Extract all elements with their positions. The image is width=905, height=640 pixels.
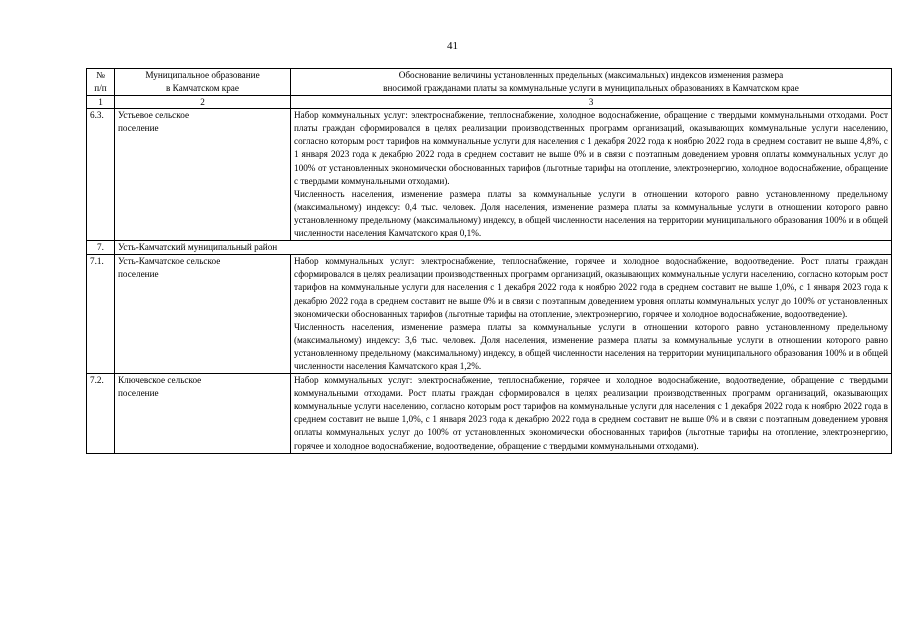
- table-row: [87, 255, 892, 374]
- page-number: 41: [447, 40, 458, 52]
- municipality-name-line2: поселение: [118, 388, 159, 399]
- section-number: 7.: [87, 241, 115, 255]
- municipality-name-line1: Ключевское сельское: [118, 375, 202, 386]
- header-number-line1: №: [96, 70, 105, 80]
- municipality-name-line1: Усть-Камчатское сельское: [118, 256, 221, 267]
- column-number: 2: [115, 96, 291, 109]
- justification-cell: [291, 255, 892, 374]
- header-municipality-line1: Муниципальное образование: [145, 70, 260, 80]
- section-row: [87, 241, 892, 255]
- row-number: 6.3.: [87, 109, 115, 241]
- municipality-name-line2: поселение: [118, 123, 159, 134]
- section-title: Усть-Камчатский муниципальный район: [115, 241, 892, 255]
- header-municipality-line2: в Камчатском крае: [166, 83, 239, 94]
- municipality-name-line1: Устьевое сельское: [118, 110, 190, 121]
- header-justification-cell: [291, 69, 892, 96]
- column-numbers-row: [87, 96, 892, 109]
- justification-cell: [291, 374, 892, 454]
- justification-paragraph: Набор коммунальных услуг: электроснабжение, теплоснабжение, горячее и холодное водоснабжение, водоотведение. Рост платы граждан сформировался в целях реализации производственных программ организаций, оказывающих коммунальные услуги населению, согласно которым рост тарифов на коммунальные услуги для населения с 1 декабря 2022 года к ноябрю 2022 года в среднем составит не выше 1,0%, с 1 января 2023 года к декабрю 2022 года в среднем составит не выше 0% и в связи с поэтапным доведением уровня оплаты коммунальных услуг до 100% от установленных экономически обоснованных тарифов (льготные тарифы на отопление, электроэнергию, горячее и холодное водоснабжение, водоотведение).: [294, 256, 888, 319]
- table-row: [87, 109, 892, 241]
- municipality-name: [115, 255, 291, 374]
- header-municipality-cell: [115, 69, 291, 96]
- header-justification-line2: вносимой гражданами платы за коммунальные услуги в муниципальных образованиях в Камчатском крае: [383, 83, 799, 94]
- header-number-line2: п/п: [94, 83, 107, 94]
- justification-paragraph: Набор коммунальных услуг: электроснабжение, теплоснабжение, горячее и холодное водоснабжение, водоотведение, обращение с твердыми коммунальными отходами. Рост платы граждан сформировался в целях реализации производственных программ организаций, оказывающих коммунальные услуги населению, согласно которым рост тарифов на коммунальные услуги для населения с 1 декабря 2022 года к ноябрю 2022 года в среднем составит не выше 1,0%, с 1 января 2023 года к декабрю 2022 года в среднем составит не выше 0% и в связи с поэтапным доведением уровня оплаты коммунальных услуг до 100% от установленных экономически обоснованных тарифов (льготные тарифы на отопление, электроэнергию, горячее и холодное водоснабжение, водоотведение, обращение с твердыми коммунальными отходами).: [294, 375, 888, 451]
- municipality-name: [115, 374, 291, 454]
- column-number: 1: [87, 96, 115, 109]
- column-number: 3: [291, 96, 892, 109]
- justification-cell: [291, 109, 892, 241]
- municipality-name-line2: поселение: [118, 269, 159, 280]
- table-header-row: [87, 69, 892, 96]
- justification-paragraph: Набор коммунальных услуг: электроснабжение, теплоснабжение, холодное водоснабжение, обращение с твердыми коммунальными отходами. Рост платы граждан сформировался в целях реализации производственных программ организаций, оказывающих коммунальные услуги населению, согласно которым рост тарифов на коммунальные услуги для населения с 1 декабря 2022 года к ноябрю 2022 года в среднем составит не выше 4,8%, с 1 января 2023 года к декабрю 2022 года в среднем составит не выше 0% и в связи с поэтапным доведением уровня оплаты коммунальных услуг до 100% от установленных экономически обоснованных тарифов (льготные тарифы на отопление, электроэнергию, холодное водоснабжение, обращение с твердыми коммунальными отходами).: [294, 110, 888, 186]
- row-number: 7.1.: [87, 255, 115, 374]
- tariff-justification-table: [86, 68, 892, 454]
- justification-paragraph: Численность населения, изменение размера платы за коммунальные услуги в отношении которого равно установленному предельному (максимальному) индексу: 0,4 тыс. человек. Доля населения, изменение размера платы за коммунальные услуги в отношении которого равно установленному предельному (максимальному) индексу, в общей численности населения на территории муниципального образования 100% и в общей численности населения Камчатского края 0,1%.: [294, 188, 888, 239]
- table-row: [87, 374, 892, 454]
- municipality-name: [115, 109, 291, 241]
- justification-paragraph: Численность населения, изменение размера платы за коммунальные услуги в отношении которого равно установленному предельному (максимальному) индексу: 3,6 тыс. человек. Доля населения, изменение размера платы за коммунальные услуги в отношении которого равно установленному предельному (максимальному) индексу, в общей численности населения на территории муниципального образования 100% и в общей численности населения Камчатского края 1,2%.: [294, 321, 888, 371]
- header-number-cell: [87, 69, 115, 96]
- header-justification-line1: Обоснование величины установленных предельных (максимальных) индексов изменения размера: [398, 70, 784, 80]
- row-number: 7.2.: [87, 374, 115, 454]
